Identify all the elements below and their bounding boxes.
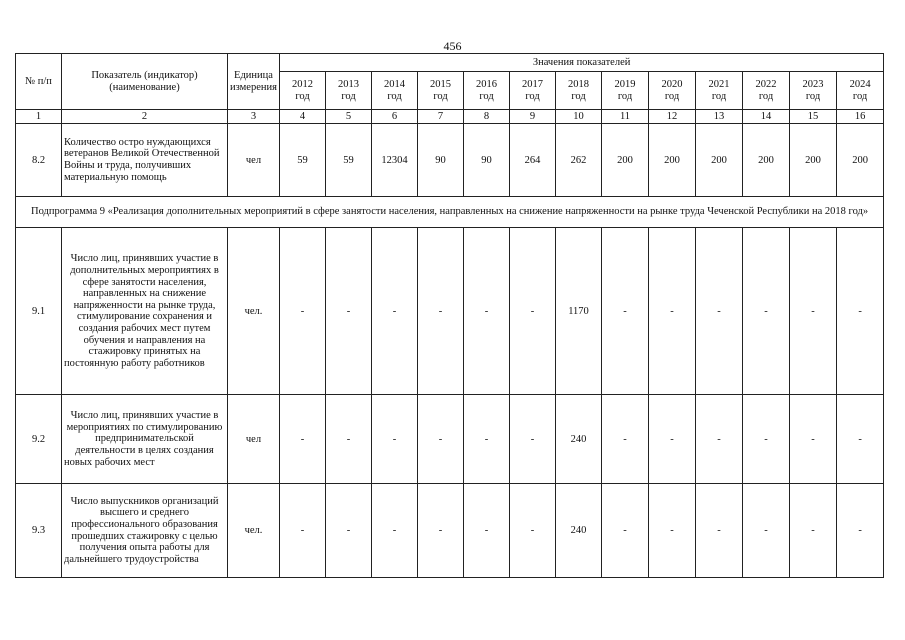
row-number: 9.3 <box>16 484 62 578</box>
value-cell: 59 <box>280 124 326 197</box>
row-indicator: Число лиц, принявших участие в дополнительных мероприятиях в сфере занятости населения, направленных на снижение напряженности на рынке труда, стимулирование сохранения и создания рабочих мест путем обучения и направления на стажировку принятых на постоянную работу работников <box>62 228 228 395</box>
value-cell: - <box>602 228 649 395</box>
value-cell: - <box>280 228 326 395</box>
column-number: 6 <box>372 110 418 124</box>
table-row <box>16 395 884 484</box>
row-indicator: Количество остро нуждающихся ветеранов Великой Отечественной Войны и труда, получивших материальную помощь <box>62 124 228 197</box>
value-cell: - <box>696 228 743 395</box>
header-year-value: 2022 <box>755 78 777 90</box>
value-cell: 262 <box>556 124 602 197</box>
column-number: 13 <box>696 110 743 124</box>
value-cell: - <box>837 484 884 578</box>
row-indicator: Число выпускников организаций высшего и среднего профессионального образования прошедших стажировку с целью получения опыта работы для дальнейшего трудоустройства <box>62 484 228 578</box>
header-year-suffix: год <box>387 90 402 102</box>
subprogram-title: Подпрограмма 9 «Реализация дополнительных мероприятий в сфере занятости населения, направленных на снижение напряженности на рынке труда Чеченской Республики на 2018 год» <box>16 197 884 228</box>
column-number: 12 <box>649 110 696 124</box>
value-cell: - <box>280 484 326 578</box>
header-year-2020 <box>649 72 696 110</box>
subprogram-row <box>16 197 884 228</box>
page-number: 456 <box>443 39 462 53</box>
row-unit: чел <box>228 124 280 197</box>
value-cell: 200 <box>837 124 884 197</box>
header-year-suffix: год <box>664 90 680 102</box>
value-cell: - <box>743 395 790 484</box>
header-values: Значения показателей <box>280 54 884 72</box>
value-cell: 90 <box>418 124 464 197</box>
indicators-table <box>15 53 884 578</box>
header-year-suffix: год <box>617 90 633 102</box>
value-cell: - <box>464 395 510 484</box>
header-year-suffix: год <box>525 90 540 102</box>
value-cell: - <box>280 395 326 484</box>
row-number: 9.2 <box>16 395 62 484</box>
header-row-top <box>16 54 884 72</box>
header-year-suffix: год <box>341 90 356 102</box>
value-cell: 200 <box>602 124 649 197</box>
column-number: 9 <box>510 110 556 124</box>
value-cell: - <box>464 228 510 395</box>
column-number: 15 <box>790 110 837 124</box>
header-year-value: 2015 <box>430 78 451 90</box>
header-year-value: 2017 <box>522 78 543 90</box>
value-cell: 90 <box>464 124 510 197</box>
header-year-value: 2019 <box>614 78 636 90</box>
header-year-2018 <box>556 72 602 110</box>
value-cell: - <box>418 228 464 395</box>
value-cell: 240 <box>556 484 602 578</box>
value-cell: - <box>790 228 837 395</box>
value-cell: 12304 <box>372 124 418 197</box>
value-cell: - <box>372 484 418 578</box>
table-row <box>16 124 884 197</box>
row-unit: чел <box>228 395 280 484</box>
value-cell: 240 <box>556 395 602 484</box>
value-cell: - <box>837 395 884 484</box>
value-cell: - <box>372 395 418 484</box>
header-year-suffix: год <box>805 90 821 102</box>
value-cell: - <box>649 228 696 395</box>
value-cell: 59 <box>326 124 372 197</box>
value-cell: - <box>510 228 556 395</box>
value-cell: - <box>743 228 790 395</box>
header-year-2012 <box>280 72 326 110</box>
value-cell: 200 <box>696 124 743 197</box>
value-cell: - <box>418 484 464 578</box>
column-number: 1 <box>16 110 62 124</box>
table-row <box>16 228 884 395</box>
value-cell: - <box>372 228 418 395</box>
value-cell: - <box>696 395 743 484</box>
header-year-2019 <box>602 72 649 110</box>
value-cell: 1170 <box>556 228 602 395</box>
column-numbers-row <box>16 110 884 124</box>
header-year-2014 <box>372 72 418 110</box>
header-year-suffix: год <box>711 90 727 102</box>
header-num: № п/п <box>16 54 62 110</box>
value-cell: - <box>464 484 510 578</box>
header-year-suffix: год <box>479 90 494 102</box>
value-cell: 200 <box>790 124 837 197</box>
header-year-value: 2020 <box>661 78 683 90</box>
column-number: 10 <box>556 110 602 124</box>
value-cell: - <box>326 484 372 578</box>
header-indicator: Показатель (индикатор) (наименование) <box>62 54 228 110</box>
value-cell: - <box>602 484 649 578</box>
header-year-suffix: год <box>758 90 774 102</box>
header-year-2023 <box>790 72 837 110</box>
header-year-value: 2024 <box>849 78 871 90</box>
value-cell: - <box>696 484 743 578</box>
value-cell: - <box>790 395 837 484</box>
header-year-suffix: год <box>433 90 448 102</box>
value-cell: - <box>649 484 696 578</box>
column-number: 7 <box>418 110 464 124</box>
value-cell: - <box>649 395 696 484</box>
header-year-value: 2014 <box>384 78 405 90</box>
header-year-2022 <box>743 72 790 110</box>
column-number: 4 <box>280 110 326 124</box>
header-year-2024 <box>837 72 884 110</box>
value-cell: - <box>790 484 837 578</box>
value-cell: 200 <box>743 124 790 197</box>
table-row <box>16 484 884 578</box>
value-cell: - <box>837 228 884 395</box>
header-year-value: 2016 <box>476 78 497 90</box>
value-cell: - <box>510 395 556 484</box>
header-year-value: 2021 <box>708 78 730 90</box>
header-year-2013 <box>326 72 372 110</box>
row-number: 8.2 <box>16 124 62 197</box>
value-cell: 200 <box>649 124 696 197</box>
column-number: 3 <box>228 110 280 124</box>
column-number: 16 <box>837 110 884 124</box>
row-indicator: Число лиц, принявших участие в мероприятиях по стимулированию предпринимательской деятельности в целях создания новых рабочих мест <box>62 395 228 484</box>
header-year-2015 <box>418 72 464 110</box>
column-number: 11 <box>602 110 649 124</box>
value-cell: - <box>418 395 464 484</box>
value-cell: - <box>602 395 649 484</box>
value-cell: - <box>326 228 372 395</box>
header-year-suffix: год <box>852 90 868 102</box>
value-cell: - <box>326 395 372 484</box>
value-cell: - <box>743 484 790 578</box>
row-unit: чел. <box>228 484 280 578</box>
header-year-2016 <box>464 72 510 110</box>
header-year-suffix: год <box>295 90 310 102</box>
header-year-value: 2018 <box>568 78 589 90</box>
column-number: 2 <box>62 110 228 124</box>
row-unit: чел. <box>228 228 280 395</box>
header-year-suffix: год <box>571 90 586 102</box>
row-number: 9.1 <box>16 228 62 395</box>
column-number: 5 <box>326 110 372 124</box>
header-year-value: 2013 <box>338 78 359 90</box>
header-year-value: 2023 <box>802 78 824 90</box>
value-cell: 264 <box>510 124 556 197</box>
header-unit: Единица измерения <box>228 54 280 110</box>
value-cell: - <box>510 484 556 578</box>
header-year-value: 2012 <box>292 78 313 90</box>
header-year-2021 <box>696 72 743 110</box>
header-year-2017 <box>510 72 556 110</box>
column-number: 8 <box>464 110 510 124</box>
column-number: 14 <box>743 110 790 124</box>
